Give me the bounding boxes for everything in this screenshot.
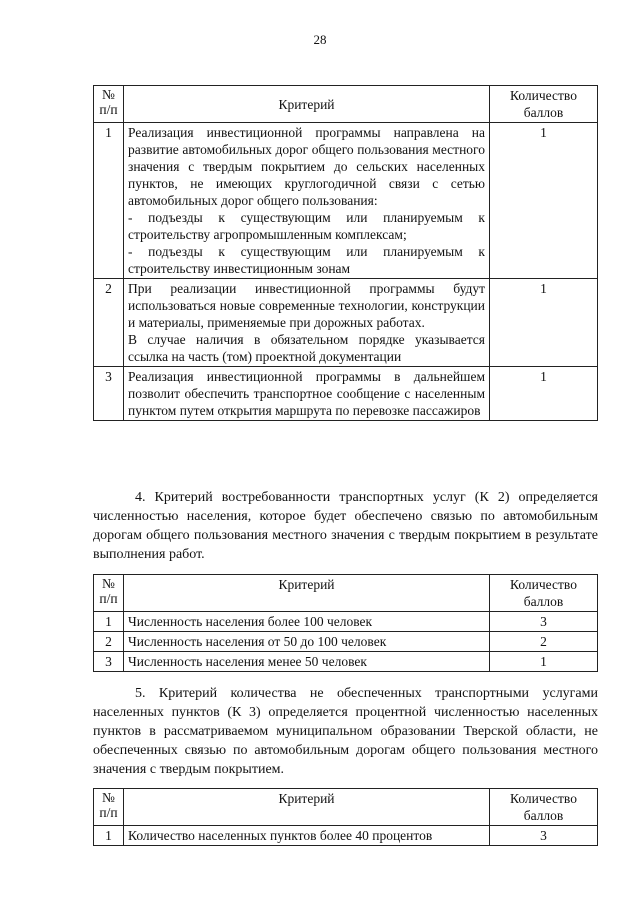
- row-num: 1: [94, 123, 124, 279]
- row-points: 1: [490, 279, 598, 367]
- header-criterion: Критерий: [124, 575, 490, 612]
- row-criterion: Реализация инвестиционной программы направлена на развитие автомобильных дорог общего пользования местного значения с твердым покрытием до сельских населенных пунктов, не имеющих круглогодичной связи с сетью автомобильных дорог общего пользования: - подъезды к существующим или планируемым к строительству агропромышленным комплексам; - подъезды к существующим или планируемым к строительству инвестиционным зонам: [124, 123, 490, 279]
- header-num: № п/п: [94, 86, 124, 123]
- row-criterion: Реализация инвестиционной программы в дальнейшем позволит обеспечить транспортное сообщение с населенным пунктом путем открытия маршрута по перевозке пассажиров: [124, 367, 490, 421]
- header-num: № п/п: [94, 789, 124, 826]
- header-points: Количество баллов: [490, 789, 598, 826]
- header-points: Количество баллов: [490, 575, 598, 612]
- criteria-table-3: [93, 788, 598, 846]
- paragraph-5: 5. Критерий количества не обеспеченных транспортными услугами населенных пунктов (К 3) определяется процентной численностью населенных пунктов в рассматриваемом муниципальном образовании Тверской области, не обеспеченных связью по автомобильным дорогам общего пользования местного значения с твердым покрытием.: [93, 686, 598, 777]
- row-points: 3: [490, 826, 598, 846]
- criteria-table-1: [93, 85, 598, 421]
- table-row: [94, 123, 598, 279]
- row-num: 3: [94, 367, 124, 421]
- row-criterion: Численность населения менее 50 человек: [124, 652, 490, 672]
- table-row: [94, 612, 598, 632]
- row-criterion: Численность населения более 100 человек: [124, 612, 490, 632]
- row-num: 3: [94, 652, 124, 672]
- table-row: [94, 279, 598, 367]
- row-num: 2: [94, 632, 124, 652]
- row-criterion: Численность населения от 50 до 100 человек: [124, 632, 490, 652]
- row-criterion: При реализации инвестиционной программы будут использоваться новые современные технологии, конструкции и материалы, применяемые при дорожных работах. В случае наличия в обязательном порядке указывается ссылка на часть (том) проектной документации: [124, 279, 490, 367]
- table-row: [94, 826, 598, 846]
- row-criterion: Количество населенных пунктов более 40 процентов: [124, 826, 490, 846]
- paragraph-4: 4. Критерий востребованности транспортных услуг (К 2) определяется численностью населения, которое будет обеспечено связью по автомобильным дорогам общего пользования местного значения с твердым покрытием в результате выполнения работ.: [93, 490, 598, 562]
- table-header-row: [94, 789, 598, 826]
- row-points: 1: [490, 652, 598, 672]
- row-points: 1: [490, 367, 598, 421]
- header-criterion: Критерий: [124, 86, 490, 123]
- header-points: Количество баллов: [490, 86, 598, 123]
- row-points: 1: [490, 123, 598, 279]
- table-header-row: [94, 86, 598, 123]
- page-number: 28: [313, 32, 327, 47]
- row-num: 1: [94, 612, 124, 632]
- table-row: [94, 632, 598, 652]
- table-row: [94, 652, 598, 672]
- criteria-table-2: [93, 574, 598, 672]
- row-points: 3: [490, 612, 598, 632]
- table-row: [94, 367, 598, 421]
- header-num: № п/п: [94, 575, 124, 612]
- row-points: 2: [490, 632, 598, 652]
- header-criterion: Критерий: [124, 789, 490, 826]
- row-num: 1: [94, 826, 124, 846]
- table-header-row: [94, 575, 598, 612]
- row-num: 2: [94, 279, 124, 367]
